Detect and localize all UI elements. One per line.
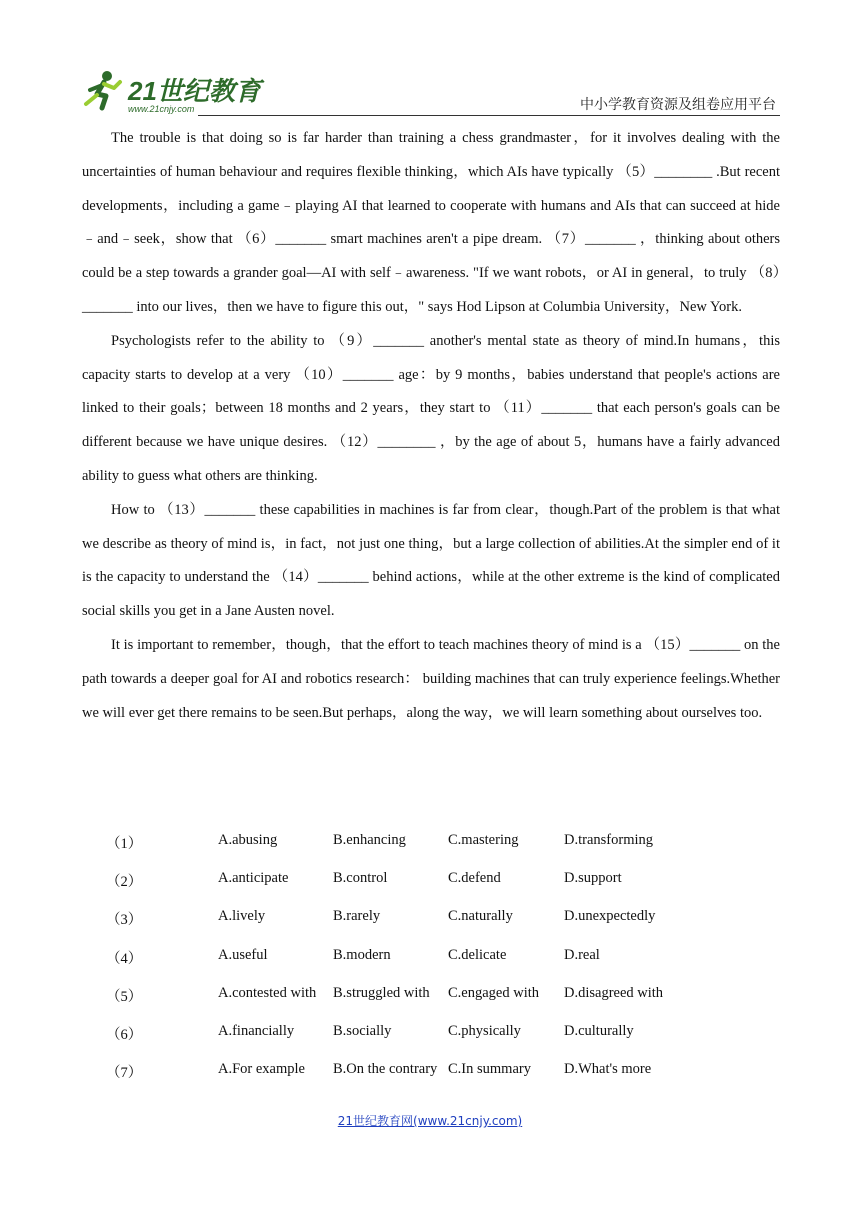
option-c: C.physically <box>448 1022 521 1039</box>
question-number: （7） <box>106 1065 143 1082</box>
page-header <box>80 64 780 116</box>
paragraph: Psychologists refer to the ability to （9）_______ another's mental state as theory of mind.In humans，this capacity starts to develop at a very （10）_______ age：by 9 months，babies understand that people's actions are linked to their goals；between 18 months and 2 years，they start to （11）_______ that each person's goals can be different because we have unique desires. （12）________ ，by the age of about 5，humans have a fairly advanced ability to guess what others are thinking. <box>82 332 780 484</box>
option-b: B.modern <box>333 946 391 963</box>
option-c: C.delicate <box>448 946 507 963</box>
logo-text <box>128 78 261 114</box>
question-row <box>106 947 786 985</box>
question-number: （6） <box>106 1026 143 1043</box>
question-number: （2） <box>106 874 143 891</box>
option-a: A.abusing <box>218 832 278 848</box>
option-a: A.lively <box>218 908 266 925</box>
paragraph: The trouble is that doing so is far harder than training a chess grandmaster，for it involves dealing with the uncertainties of human behaviour and requires flexible thinking，which AIs have typically （5）________ .But recent developments，including a game﹣playing AI that learned to cooperate with humans and AIs that can succeed at hide﹣and﹣seek，show that （6）_______ smart machines aren't a pipe dream. （7）_______ ，thinking about others could be a step towards a grander goal—AI with self﹣awareness. "If we want robots，or AI in general，to truly （8）_______ into our lives，then we have to figure this out，" says Hod Lipson at Columbia University，New York. <box>82 130 780 315</box>
option-c: C.engaged with <box>448 984 540 1001</box>
option-b: B.struggled with <box>333 984 430 1001</box>
runner-logo-icon <box>80 68 124 112</box>
option-d: D.What's more <box>564 1061 652 1078</box>
option-a: A.anticipate <box>218 870 289 887</box>
platform-name: 中小学教育资源及组卷应用平台 <box>580 97 776 113</box>
option-d: D.transforming <box>564 832 653 848</box>
option-a: A.For example <box>218 1061 305 1078</box>
question-row <box>106 985 786 1023</box>
question-number: （4） <box>106 950 143 967</box>
option-a: A.useful <box>218 946 268 963</box>
question-row <box>106 908 786 946</box>
option-c: C.naturally <box>448 908 513 925</box>
answer-options <box>106 832 786 1099</box>
question-number: （3） <box>106 912 143 929</box>
page-footer <box>0 1112 860 1130</box>
option-b: B.rarely <box>333 908 381 925</box>
option-c: C.mastering <box>448 832 519 848</box>
logo-url: www.21cnjy.com <box>128 104 195 114</box>
option-d: D.disagreed with <box>564 984 664 1001</box>
option-a: A.financially <box>218 1022 295 1039</box>
question-row <box>106 870 786 908</box>
option-d: D.real <box>564 946 600 963</box>
option-b: B.enhancing <box>333 832 406 848</box>
question-row <box>106 1023 786 1061</box>
option-b: B.On the contrary <box>333 1061 438 1078</box>
passage <box>82 122 780 730</box>
option-a: A.contested with <box>218 984 317 1001</box>
paragraph: It is important to remember，though，that the effort to teach machines theory of mind is a （15）_______ on the path towards a deeper goal for AI and robotics research： building machines that can truly experience feelings.Whether we will ever get there remains to be seen.But perhaps，along the way，we will learn something about ourselves too. <box>82 636 780 721</box>
option-d: D.unexpectedly <box>564 908 656 925</box>
option-d: D.support <box>564 870 622 887</box>
footer-link[interactable]: 21世纪教育网(www.21cnjy.com) <box>337 1114 523 1128</box>
question-number: （5） <box>106 988 143 1005</box>
option-d: D.culturally <box>564 1022 634 1039</box>
header-divider <box>198 115 780 116</box>
option-c: C.defend <box>448 870 501 887</box>
logo-title: 21世纪教育 <box>128 76 261 106</box>
question-row <box>106 1061 786 1099</box>
option-b: B.socially <box>333 1022 392 1039</box>
option-b: B.control <box>333 870 388 887</box>
question-row <box>106 832 786 870</box>
option-c: C.In summary <box>448 1061 531 1078</box>
site-logo[interactable] <box>80 68 261 112</box>
question-number: （1） <box>106 836 143 852</box>
paragraph: How to （13）_______ these capabilities in machines is far from clear，though.Part of the problem is that what we describe as theory of mind is，in fact，not just one thing，but a large collection of abilities.At the simpler end of it is the capacity to understand the （14）_______ behind actions，while at the other extreme is the kind of complicated social skills you get in a Jane Austen novel. <box>82 501 780 620</box>
